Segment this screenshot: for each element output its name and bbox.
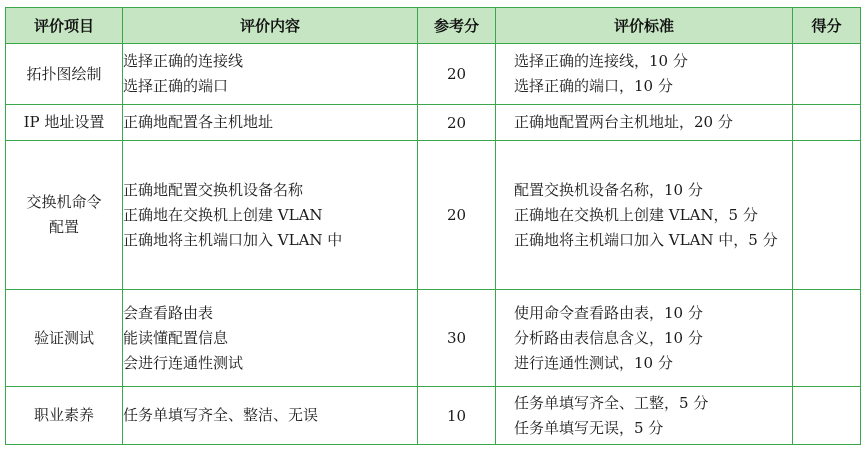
- cell-criteria: [496, 105, 793, 141]
- item-line: 配置: [48, 218, 79, 236]
- header-item: 评价项目: [6, 8, 123, 44]
- cell-score: 30: [418, 290, 496, 387]
- evaluation-table: [5, 7, 861, 445]
- header-grade: 得分: [793, 8, 861, 44]
- cell-content: [123, 141, 418, 290]
- criteria-line: 选择正确的端口，10 分: [514, 77, 673, 95]
- cell-grade[interactable]: [793, 105, 861, 141]
- criteria-line: 配置交换机设备名称，10 分: [514, 180, 703, 199]
- cell-score: 20: [418, 141, 496, 290]
- table-header: [6, 8, 861, 44]
- cell-item: [6, 387, 123, 445]
- header-content: 评价内容: [123, 8, 418, 44]
- table-row: [6, 44, 861, 105]
- content-line: 正确地将主机端口加入 VLAN 中: [123, 230, 343, 249]
- content-line: 选择正确的连接线: [123, 52, 244, 70]
- cell-content: [123, 44, 418, 105]
- content-line: 会进行连通性测试: [123, 353, 244, 372]
- cell-content: [123, 105, 418, 141]
- cell-content: [123, 290, 418, 387]
- criteria-line: 分析路由表信息含义，10 分: [514, 328, 703, 347]
- criteria-line: 进行连通性测试，10 分: [514, 353, 673, 372]
- cell-criteria: [496, 44, 793, 105]
- criteria-line: 选择正确的连接线，10 分: [514, 52, 688, 70]
- criteria-line: 任务单填写齐全、工整，5 分: [514, 393, 709, 412]
- header-score: 参考分: [418, 8, 496, 44]
- evaluation-table-container: [5, 7, 861, 445]
- cell-score: 20: [418, 44, 496, 105]
- table-row: [6, 141, 861, 290]
- item-line: 交换机命令: [26, 193, 102, 211]
- table-row: [6, 290, 861, 387]
- cell-grade[interactable]: [793, 290, 861, 387]
- cell-criteria: [496, 141, 793, 290]
- content-line: 能读懂配置信息: [123, 328, 229, 347]
- criteria-line: 任务单填写无误，5 分: [514, 418, 664, 437]
- item-line: 验证测试: [33, 328, 94, 347]
- criteria-line: 正确地将主机端口加入 VLAN 中，5 分: [514, 230, 778, 249]
- criteria-line: 正确地在交换机上创建 VLAN，5 分: [514, 205, 758, 224]
- header-row: [6, 8, 861, 44]
- cell-item: [6, 141, 123, 290]
- cell-criteria: [496, 290, 793, 387]
- item-line: 职业素养: [33, 406, 94, 424]
- content-line: 正确地配置交换机设备名称: [123, 180, 304, 199]
- item-line: 拓扑图绘制: [26, 64, 102, 83]
- header-criteria: 评价标准: [496, 8, 793, 44]
- cell-content: [123, 387, 418, 445]
- table-row: [6, 387, 861, 445]
- content-line: 任务单填写齐全、整洁、无误: [123, 406, 319, 424]
- table-row: [6, 105, 861, 141]
- cell-criteria: [496, 387, 793, 445]
- cell-score: 10: [418, 387, 496, 445]
- cell-grade[interactable]: [793, 387, 861, 445]
- criteria-line: 使用命令查看路由表，10 分: [514, 303, 703, 322]
- content-line: 正确地配置各主机地址: [123, 113, 274, 131]
- criteria-line: 正确地配置两台主机地址，20 分: [514, 113, 733, 131]
- cell-score: 20: [418, 105, 496, 141]
- cell-item: [6, 105, 123, 141]
- cell-item: [6, 290, 123, 387]
- item-line: IP 地址设置: [23, 113, 105, 131]
- content-line: 正确地在交换机上创建 VLAN: [123, 205, 323, 224]
- cell-item: [6, 44, 123, 105]
- cell-grade[interactable]: [793, 141, 861, 290]
- content-line: 选择正确的端口: [123, 77, 229, 95]
- content-line: 会查看路由表: [123, 303, 214, 322]
- cell-grade[interactable]: [793, 44, 861, 105]
